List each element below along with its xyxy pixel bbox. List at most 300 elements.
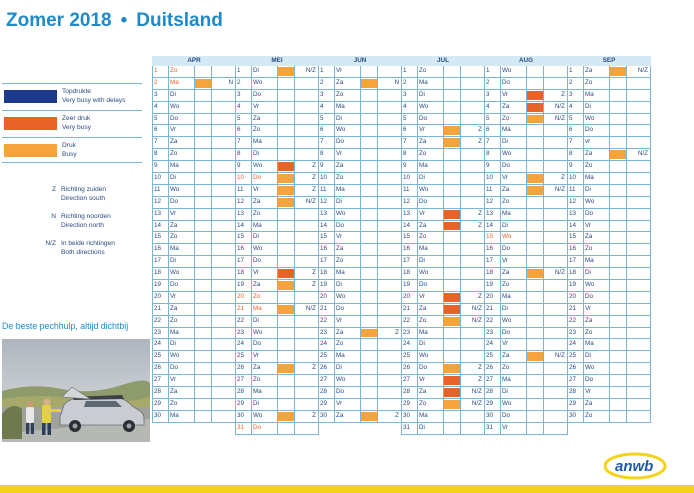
day-row [152,363,236,375]
day-number: 28 [320,388,328,396]
title-separator: • [120,10,128,31]
day-name: Do [419,114,428,122]
day-row [318,66,402,78]
day-name: Do [585,126,594,134]
day-row [235,209,319,221]
day-name: Do [419,197,428,205]
day-number: 17 [320,257,328,265]
day-row [401,221,485,233]
day-name: Ma [419,245,428,253]
day-name: Zo [585,162,593,170]
legend-item-druk [2,137,142,163]
direction-label: Z [312,269,316,277]
day-number: 5 [237,114,241,122]
direction-label: Z [395,328,399,336]
day-row [235,411,319,423]
congestion-bar [195,79,211,88]
day-name: Do [502,245,511,253]
day-name: Ma [253,388,262,396]
day-name: Wo [585,114,595,122]
day-row [318,161,402,173]
day-number: 14 [403,221,411,229]
direction-label: N/Z [471,399,482,407]
day-row [318,90,402,102]
anwb-logo [604,450,668,485]
day-row [235,387,319,399]
day-number: 5 [486,114,490,122]
day-row [567,78,651,90]
day-number: 26 [486,364,494,372]
day-name: Ma [336,102,345,110]
day-row [567,185,651,197]
congestion-bar [278,412,294,421]
day-name: Za [502,102,510,110]
day-row [484,232,568,244]
day-name: Di [336,197,342,205]
day-row [235,78,319,90]
day-number: 22 [320,316,328,324]
day-name: Wo [502,233,512,241]
day-name: Zo [419,67,427,74]
day-number: 7 [486,138,490,146]
day-number: 31 [486,423,494,431]
day-name: Do [336,304,345,312]
day-row [318,292,402,304]
day-number: 8 [486,150,490,158]
day-row [401,125,485,137]
congestion-bar [278,269,294,278]
day-number: 16 [320,245,328,253]
day-number: 21 [237,304,245,312]
day-number: 20 [237,292,245,300]
day-row [235,185,319,197]
day-name: Do [170,364,179,372]
day-row [401,256,485,268]
day-row [152,102,236,114]
day-name: Di [419,257,425,265]
congestion-bar [361,329,377,338]
day-name: Zo [585,411,593,419]
day-row [567,304,651,316]
day-row [235,316,319,328]
day-row [235,114,319,126]
day-name: Di [336,281,342,289]
congestion-bar [278,186,294,195]
legend-swatch-orange-dark [4,117,57,130]
day-row [152,411,236,423]
day-row [318,209,402,221]
direction-label: Z [478,209,482,217]
day-name: Zo [419,316,427,324]
day-name: Ma [170,328,179,336]
day-number: 26 [237,364,245,372]
day-number: 8 [154,150,158,158]
day-name: Zo [419,399,427,407]
day-name: Vr [170,209,177,217]
day-number: 18 [154,269,162,277]
day-row [318,102,402,114]
month-jun [318,56,402,423]
day-row [484,304,568,316]
day-row [484,185,568,197]
day-name: Za [585,67,593,74]
day-name: Do [419,281,428,289]
day-name: Do [336,221,345,229]
day-name: Do [336,138,345,146]
page-title [6,10,223,32]
day-number: 4 [154,102,158,110]
day-row [152,78,236,90]
day-row [567,173,651,185]
day-number: 22 [237,316,245,324]
day-number: 13 [569,209,577,217]
legend-item-topdrukte [2,83,142,108]
day-row [567,209,651,221]
day-name: Wo [336,209,346,217]
day-name: Wo [170,102,180,110]
day-row [484,363,568,375]
direction-label: N [228,78,233,86]
day-row [484,137,568,149]
day-row [235,363,319,375]
day-row [484,114,568,126]
day-name: Vr [419,376,426,384]
day-row [567,125,651,137]
day-row [484,256,568,268]
day-number: 19 [237,281,245,289]
day-name: Di [170,340,176,348]
day-number: 3 [237,90,241,98]
day-row [152,339,236,351]
day-row [318,149,402,161]
day-number: 15 [569,233,577,241]
day-row [152,399,236,411]
day-number: 4 [569,102,573,110]
day-number: 3 [320,90,324,98]
day-name: Di [253,150,259,158]
day-row [152,209,236,221]
direction-label: N/Z [554,102,565,110]
day-name: Di [502,138,508,146]
day-row [152,137,236,149]
day-name: Ma [419,411,428,419]
day-row [401,387,485,399]
day-number: 26 [569,364,577,372]
day-name: Di [253,316,259,324]
day-number: 24 [486,340,494,348]
day-row [152,292,236,304]
day-number: 4 [403,102,407,110]
day-number: 1 [569,67,573,74]
direction-label: N/Z [554,114,565,122]
month-jul [401,56,485,435]
day-number: 10 [569,174,577,182]
direction-label: N/Z [471,316,482,324]
direction-label: N/Z [305,304,316,312]
day-row [567,339,651,351]
day-number: 24 [569,340,577,348]
day-number: 18 [237,269,245,277]
day-row [484,268,568,280]
day-number: 31 [403,423,411,431]
day-name: Vr [253,269,260,277]
day-number: 16 [569,245,577,253]
day-name: Ma [419,328,428,336]
month-sep [567,56,651,423]
direction-label: Z [312,174,316,182]
day-number: 10 [237,174,245,182]
day-row [401,280,485,292]
day-name: Wo [585,281,595,289]
day-name: Di [336,364,342,372]
day-row [235,423,319,435]
day-name: Ma [585,257,594,265]
day-number: 1 [486,67,490,74]
day-name: Do [502,328,511,336]
day-row [318,387,402,399]
day-number: 2 [403,78,407,86]
day-number: 19 [154,281,162,289]
day-row [401,304,485,316]
day-name: Vr [336,150,343,158]
day-number: 13 [154,209,162,217]
day-row [567,292,651,304]
day-row [567,351,651,363]
day-row [152,185,236,197]
day-name: Za [585,316,593,324]
day-row [484,125,568,137]
day-number: 20 [320,292,328,300]
day-name: Vr [502,340,509,348]
day-name: Di [253,399,259,407]
day-name: Zo [502,114,510,122]
congestion-bar [361,412,377,421]
day-name: Di [419,90,425,98]
day-number: 6 [569,126,573,134]
day-row [401,185,485,197]
direction-label: Z [561,90,565,98]
month-header: APR [152,56,236,66]
day-number: 22 [403,316,411,324]
day-number: 4 [237,102,241,110]
day-row [152,256,236,268]
day-name: Di [502,388,508,396]
day-number: 6 [486,126,490,134]
day-number: 10 [486,174,494,182]
congestion-bar [444,293,460,302]
day-number: 5 [403,114,407,122]
day-number: 23 [569,328,577,336]
day-name: Za [336,162,344,170]
congestion-bar [278,364,294,373]
direction-label: N/Z [471,304,482,312]
day-row [401,137,485,149]
anwb-logo-text: anwb [615,458,654,475]
day-number: 8 [237,150,241,158]
day-number: 18 [403,269,411,277]
day-row [235,328,319,340]
day-name: Zo [585,245,593,253]
day-row [401,209,485,221]
day-number: 25 [154,352,162,360]
day-row [401,90,485,102]
month-apr [152,56,236,423]
day-row [152,221,236,233]
day-row [152,161,236,173]
legend-swatch-orange [4,144,57,157]
day-number: 11 [320,185,327,193]
day-name: Wo [170,185,180,193]
day-row [152,114,236,126]
day-number: 18 [320,269,328,277]
day-row [318,339,402,351]
day-name: Wo [419,269,429,277]
day-name: Vr [585,388,592,396]
day-number: 7 [569,138,573,146]
day-number: 21 [320,304,328,312]
day-name: Di [585,102,591,110]
day-name: vr [585,138,591,146]
day-number: 14 [486,221,494,229]
day-number: 16 [154,245,162,253]
day-number: 30 [154,411,162,419]
day-name: Za [502,185,510,193]
day-number: 26 [320,364,328,372]
congestion-bar [444,222,460,231]
day-row [152,244,236,256]
day-name: Ma [336,185,345,193]
day-name: Wo [253,78,263,86]
day-row [152,66,236,78]
day-number: 29 [569,399,577,407]
day-row [318,280,402,292]
day-name: Vr [336,316,343,324]
day-row [152,125,236,137]
legend-swatch-navy [4,90,57,103]
congestion-bar [278,67,294,76]
day-number: 19 [569,281,577,289]
slogan: De beste pechhulp, altijd dichtbij [2,321,129,331]
day-row [567,363,651,375]
day-row [152,173,236,185]
day-row [567,280,651,292]
day-number: 31 [237,423,245,431]
day-number: 30 [237,411,245,419]
day-row [235,304,319,316]
day-name: Zo [336,90,344,98]
day-row [484,102,568,114]
day-name: Zo [170,67,178,74]
day-number: 16 [486,245,494,253]
day-name: Wo [170,352,180,360]
day-number: 2 [154,78,158,86]
day-name: Zo [419,150,427,158]
day-number: 21 [154,304,162,312]
day-number: 9 [154,162,158,170]
day-number: 9 [569,162,573,170]
day-row [401,173,485,185]
day-number: 25 [403,352,411,360]
day-row [401,423,485,435]
day-row [401,149,485,161]
direction-label: Z [561,174,565,182]
day-number: 18 [486,269,494,277]
congestion-bar [278,198,294,207]
day-number: 11 [237,185,244,193]
day-row [235,149,319,161]
day-number: 3 [154,90,158,98]
day-row [401,197,485,209]
day-row [152,375,236,387]
day-name: Do [502,162,511,170]
day-row [484,221,568,233]
day-number: 16 [403,245,411,253]
day-name: Wo [336,292,346,300]
day-name: Vr [502,90,509,98]
day-name: Zo [336,340,344,348]
day-number: 14 [154,221,162,229]
day-number: 15 [154,233,162,241]
day-number: 1 [237,67,241,74]
day-number: 14 [320,221,328,229]
day-number: 10 [320,174,328,182]
congestion-bar [444,138,460,147]
day-row [318,411,402,423]
day-number: 17 [486,257,494,265]
day-number: 4 [320,102,324,110]
day-name: Ma [585,174,594,182]
congestion-bar [444,376,460,385]
day-name: Za [585,233,593,241]
day-number: 12 [569,197,577,205]
congestion-bar [444,388,460,397]
day-name: Wo [253,411,263,419]
day-name: Ma [170,245,179,253]
day-number: 24 [320,340,328,348]
day-name: Wo [336,126,346,134]
day-name: Ma [419,78,428,86]
day-row [152,387,236,399]
congestion-bar [527,269,543,278]
congestion-bar [278,162,294,171]
day-row [318,351,402,363]
day-number: 20 [154,292,162,300]
day-name: Za [253,364,261,372]
day-name: Wo [419,102,429,110]
day-row [567,399,651,411]
day-name: Do [253,340,262,348]
day-name: Do [170,114,179,122]
day-row [318,232,402,244]
day-name: Zo [419,233,427,241]
direction-label: N/Z [305,197,316,205]
direction-label: N [394,78,399,86]
day-name: Do [253,90,262,98]
congestion-bar [527,352,543,361]
day-row [318,197,402,209]
day-name: Za [585,150,593,158]
day-row [567,114,651,126]
day-row [318,363,402,375]
congestion-bar [527,91,543,100]
day-row [318,304,402,316]
day-name: Wo [336,376,346,384]
day-row [318,244,402,256]
day-number: 28 [569,388,577,396]
day-name: Zo [253,292,261,300]
day-name: Vr [419,292,426,300]
day-row [318,399,402,411]
